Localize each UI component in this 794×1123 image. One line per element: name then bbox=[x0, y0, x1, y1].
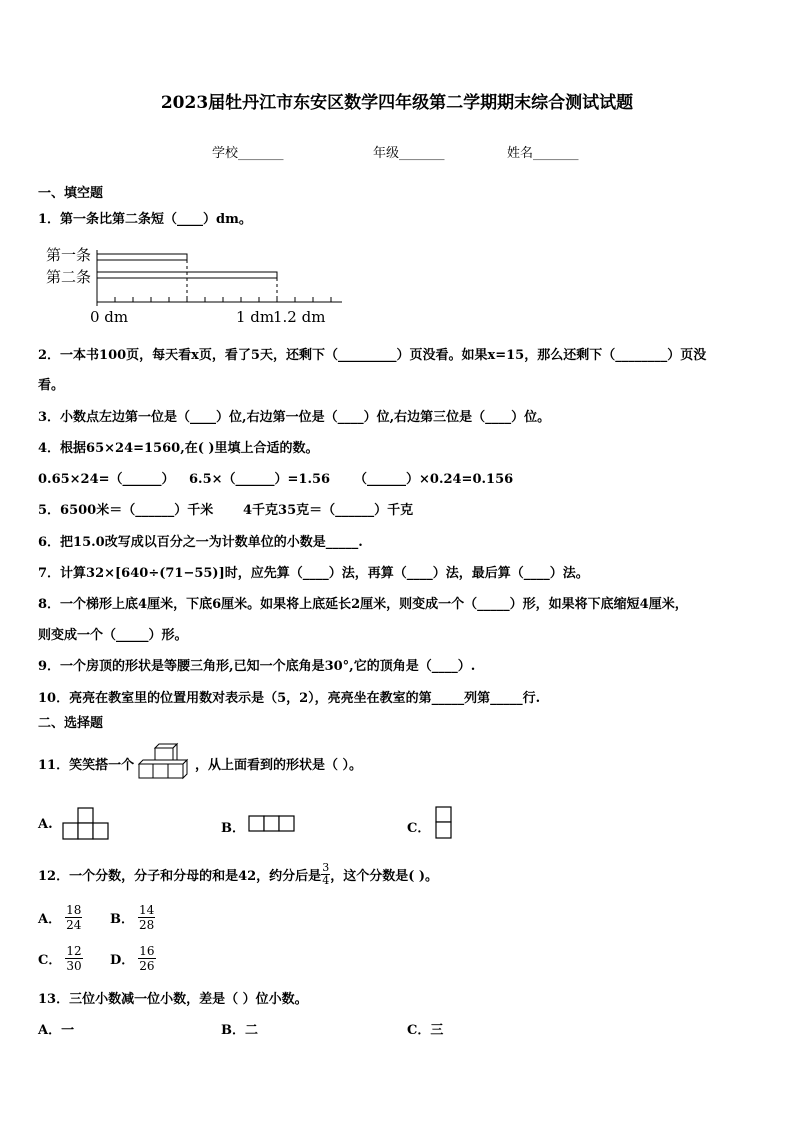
question-1: 1．第一条比第二条短（____）dm。 bbox=[38, 212, 252, 227]
option-fraction bbox=[138, 903, 155, 932]
fraction-denominator: 28 bbox=[139, 918, 155, 932]
question-13-option-c: C．三 bbox=[407, 1023, 444, 1038]
question-12-fraction bbox=[321, 862, 330, 887]
option-fraction bbox=[65, 944, 82, 973]
question-9: 9．一个房顶的形状是等腰三角形,已知一个底角是30°,它的顶角是（____）. bbox=[38, 659, 476, 674]
question-8-line1: 8．一个梯形上底4厘米，下底6厘米。如果将上底延长2厘米，则变成一个（_____）形，如果将下底缩短4厘米， bbox=[38, 597, 688, 612]
question-11-option-a-figure bbox=[62, 806, 112, 842]
page-title: 2023届牡丹江市东安区数学四年级第二学期期末综合测试试题 bbox=[160, 93, 634, 113]
question-3: 3．小数点左边第一位是（____）位,右边第一位是（____）位,右边第三位是（____）位。 bbox=[38, 410, 551, 425]
question-12-option-a bbox=[38, 903, 82, 932]
question-5-part-b: 4千克35克＝（______）千克 bbox=[243, 503, 414, 518]
ruler-ticks bbox=[97, 297, 331, 302]
ruler-bar-line1 bbox=[97, 254, 187, 260]
fraction-numerator: 12 bbox=[66, 944, 82, 958]
option-fraction bbox=[138, 944, 155, 973]
question-11-option-c-label: C． bbox=[407, 821, 431, 836]
question-8-line2: 则变成一个（_____）形。 bbox=[38, 628, 188, 643]
question-4-part-b: 6.5×（______）=1.56 bbox=[189, 472, 331, 487]
fraction-numerator: 3 bbox=[322, 861, 330, 874]
option-label: C． bbox=[38, 953, 62, 968]
section-choice-heading: 二、选择题 bbox=[38, 716, 104, 731]
question-11-suffix: ，从上面看到的形状是（ ）。 bbox=[195, 758, 363, 773]
question-12-option-d bbox=[110, 944, 156, 973]
fraction-denominator: 30 bbox=[66, 959, 82, 973]
question-13: 13．三位小数减一位小数，差是（ ）位小数。 bbox=[38, 992, 308, 1007]
option-label: B． bbox=[110, 912, 134, 927]
ruler-tick-label-0: 0 dm bbox=[90, 308, 129, 326]
ruler-label-line2: 第二条 bbox=[46, 268, 92, 286]
question-11-option-a-label: A. bbox=[38, 817, 53, 832]
grade-field: 年级_______ bbox=[373, 146, 445, 161]
question-5-part-a: 5．6500米＝（______）千米 bbox=[38, 503, 214, 518]
question-13-option-b: B．二 bbox=[221, 1023, 258, 1038]
question-12-option-b bbox=[110, 903, 155, 932]
question-1-ruler-diagram bbox=[40, 240, 360, 330]
question-4-part-a: 0.65×24=（______） bbox=[38, 472, 175, 487]
option-fraction bbox=[65, 903, 82, 932]
question-4: 4．根据65×24=1560,在( )里填上合适的数。 bbox=[38, 441, 319, 456]
question-2-line1: 2．一本书100页，每天看x页，看了5天，还剩下（_________）页没看。如果x=15，那么还剩下（________）页没 bbox=[38, 348, 707, 363]
question-4-part-c: （______）×0.24=0.156 bbox=[354, 472, 514, 487]
option-label: D． bbox=[110, 953, 135, 968]
fraction-denominator: 26 bbox=[139, 959, 155, 973]
question-11-cube-figure bbox=[137, 742, 191, 780]
ruler-label-line1: 第一条 bbox=[46, 246, 92, 264]
question-11-option-b-figure bbox=[248, 814, 298, 834]
question-12-suffix: ，这个分数是( )。 bbox=[330, 869, 439, 884]
ruler-tick-label-12: 1.2 dm bbox=[273, 308, 326, 326]
fraction-numerator: 16 bbox=[139, 944, 155, 958]
question-10: 10．亮亮在教室里的位置用数对表示是（5，2），亮亮坐在教室的第_____列第_____行. bbox=[38, 691, 541, 706]
question-12-prefix: 12．一个分数，分子和分母的和是42，约分后是 bbox=[38, 869, 322, 884]
fraction-denominator: 24 bbox=[66, 918, 82, 932]
question-12-option-c bbox=[38, 944, 83, 973]
question-11-prefix: 11．笑笑搭一个 bbox=[38, 758, 135, 773]
fraction-denominator: 4 bbox=[322, 874, 330, 887]
question-11-option-c-figure bbox=[434, 805, 454, 841]
question-7: 7．计算32×[640÷(71−55)]时，应先算（____）法，再算（____）法，最后算（____）法。 bbox=[38, 566, 589, 581]
question-2-line2: 看。 bbox=[38, 378, 65, 393]
question-6: 6．把15.0改写成以百分之一为计数单位的小数是_____. bbox=[38, 535, 363, 550]
ruler-tick-label-1: 1 dm bbox=[236, 308, 275, 326]
name-field: 姓名_______ bbox=[507, 146, 579, 161]
option-label: A． bbox=[38, 912, 62, 927]
fraction-numerator: 18 bbox=[66, 903, 82, 917]
section-fill-heading: 一、填空题 bbox=[38, 186, 104, 201]
question-12 bbox=[38, 862, 438, 887]
question-11-option-b-label: B． bbox=[221, 821, 245, 836]
school-field: 学校_______ bbox=[212, 146, 284, 161]
question-13-option-a: A．一 bbox=[38, 1023, 75, 1038]
fraction-numerator: 14 bbox=[139, 903, 155, 917]
